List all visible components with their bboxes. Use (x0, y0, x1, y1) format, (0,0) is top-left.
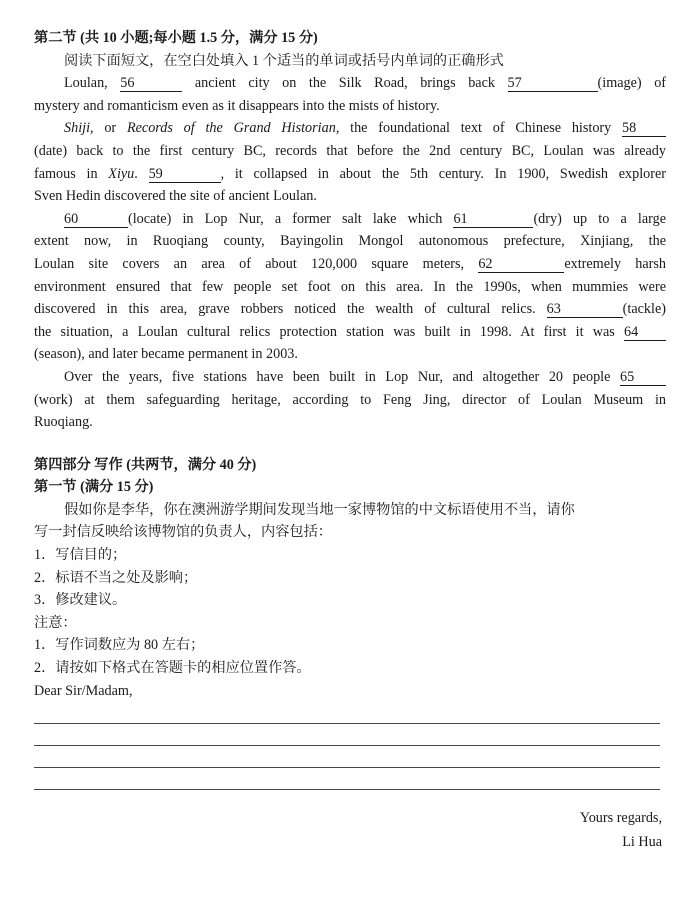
letter-closing: Yours regards, (579, 810, 662, 827)
passage-line: environment ensured that few people set foot on this area. In the 1990s, when mummies were (34, 278, 666, 295)
passage-line: the situation, a Loulan cultural relics protection station was built in 1998. At first it was 64 (34, 321, 666, 344)
writing-line (34, 723, 660, 724)
blank-60[interactable]: 60 (64, 212, 128, 228)
passage-line: Over the years, five stations have been built in Lop Nur, and altogether 20 people 65 (34, 366, 666, 389)
letter-salutation: Dear Sir/Madam, (34, 682, 133, 699)
blank-56[interactable]: 56 (120, 76, 182, 92)
passage-line: Shiji, or Records of the Grand Historian, the foundational text of Chinese history 58 (34, 117, 666, 140)
blank-57[interactable]: 57 (508, 76, 598, 92)
letter-signature: Li Hua (622, 834, 662, 851)
passage-line: (date) back to the first century BC, records that before the 2nd century BC, Loulan was already (34, 142, 666, 159)
note-item: 1．写作词数应为 80 左右； (34, 637, 205, 654)
blank-65[interactable]: 65 (620, 370, 666, 386)
section-heading: 第一节 (满分 15 分) (34, 479, 154, 496)
content-item: 3．修改建议。 (34, 592, 127, 609)
writing-prompt: 写一封信反映给该博物馆的负责人，内容包括： (34, 524, 332, 541)
writing-line (34, 767, 660, 768)
blank-63[interactable]: 63 (547, 302, 623, 318)
passage-line: Loulan, 56 ancient city on the Silk Road, brings back 57 (image) of (64, 75, 667, 92)
passage-line: Loulan site covers an area of about 120,000 square meters, 62 extremely harsh (34, 255, 667, 272)
part-heading: 第四部分 写作 (共两节，满分 40 分) (34, 456, 257, 473)
content-item: 2．标语不当之处及影响； (34, 569, 198, 586)
blank-64[interactable]: 64 (624, 325, 666, 341)
passage-line: famous in Xiyu. 59 , it collapsed in about the 5th century. In 1900, Swedish explorer (34, 165, 666, 182)
passage-line: Ruoqiang. (34, 414, 93, 431)
writing-prompt: 假如你是李华，你在澳洲游学期间发现当地一家博物馆的中文标语使用不当，请你 (64, 501, 575, 518)
content-item: 1．写信目的； (34, 547, 127, 564)
passage-line: (season), and later became permanent in 2003. (34, 346, 298, 363)
passage-line: (work) at them safeguarding heritage, according to Feng Jing, director of Loulan Museum in (34, 391, 666, 408)
answer-area[interactable] (34, 723, 666, 790)
blank-61[interactable]: 61 (453, 212, 533, 228)
writing-line (34, 745, 660, 746)
blank-59[interactable]: 59 (149, 167, 221, 183)
passage-line: discovered in this area, grave robbers noticed the wealth of cultural relics. 63 (tackle) (34, 301, 666, 318)
notes-label: 注意： (34, 614, 77, 631)
passage-line: Sven Hedin discovered the site of ancient Loulan. (34, 188, 317, 205)
passage-line: mystery and romanticism even as it disappears into the mists of history. (34, 97, 440, 114)
section-instruction: 阅读下面短文，在空白处填入 1 个适当的单词或括号内单词的正确形式 (64, 52, 504, 69)
passage-line: 60 (locate) in Lop Nur, a former salt lake which 61 (dry) up to a large (64, 210, 667, 227)
note-item: 2．请按如下格式在答题卡的相应位置作答。 (34, 660, 311, 677)
blank-58[interactable]: 58 (622, 121, 666, 137)
passage-line: extent now, in Ruoqiang county, Bayingolin Mongol autonomous prefecture, Xinjiang, the (34, 233, 666, 250)
section-heading: 第二节 (共 10 小题;每小题 1.5 分，满分 15 分) (34, 30, 318, 46)
blank-62[interactable]: 62 (478, 257, 564, 273)
